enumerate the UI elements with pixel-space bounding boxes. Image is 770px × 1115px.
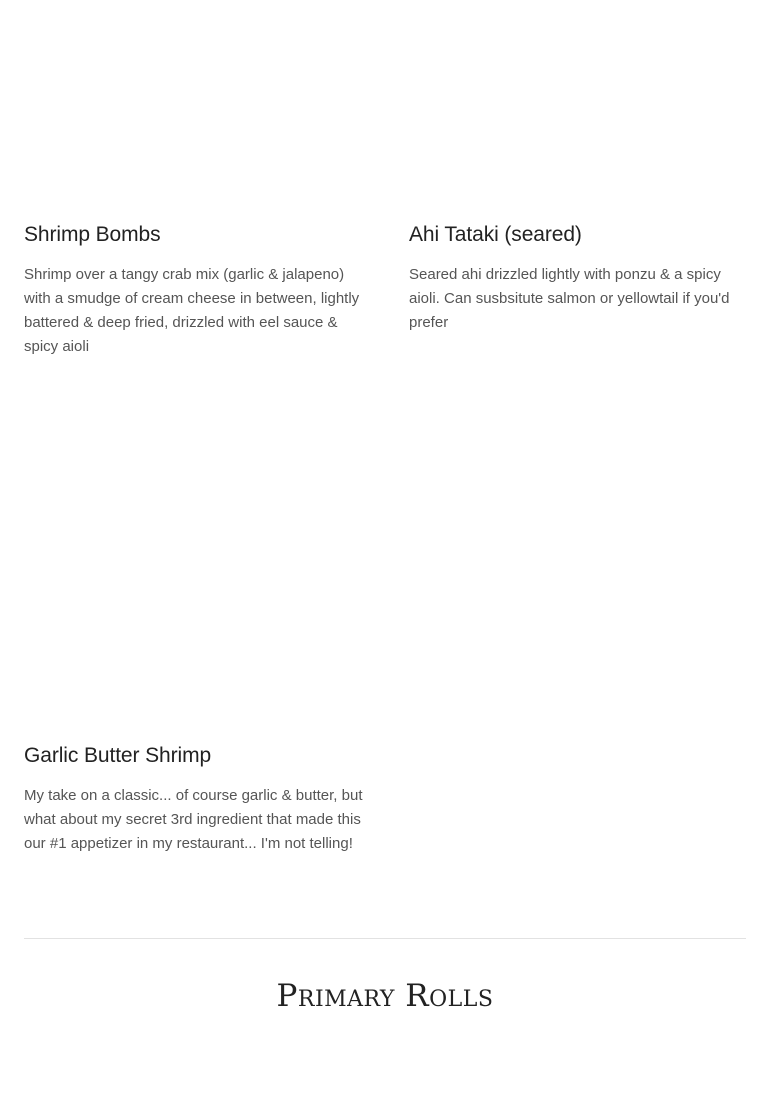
menu-item-description: My take on a classic... of course garlic & butter, but what about my secret 3rd ingredient that made this our #1 appetizer in my restaurant... I'm not telling!: [24, 787, 363, 852]
menu-item-title: Garlic Butter Shrimp: [24, 744, 212, 767]
menu-item-description: Seared ahi drizzled lightly with ponzu & a spicy aioli. Can susbsitute salmon or yellowtail if you'd prefer: [409, 266, 730, 331]
menu-item-image: [24, 15, 364, 220]
menu-item-garlic-butter-shrimp: [24, 536, 364, 856]
menu-item-image: [24, 536, 364, 741]
menu-item-title: Ahi Tataki (seared): [409, 223, 582, 246]
menu-item-shrimp-bombs: [24, 15, 364, 359]
menu-item-title: Shrimp Bombs: [24, 223, 161, 246]
menu-item-ahi-tataki: [409, 15, 754, 335]
menu-item-image: [409, 15, 754, 220]
section-title: Primary Rolls: [276, 978, 494, 1014]
menu-item-description: Shrimp over a tangy crab mix (garlic & jalapeno) with a smudge of cream cheese in between, lightly battered & deep fried, drizzled with eel sauce & spicy aioli: [24, 266, 360, 355]
section-divider: [24, 938, 746, 939]
